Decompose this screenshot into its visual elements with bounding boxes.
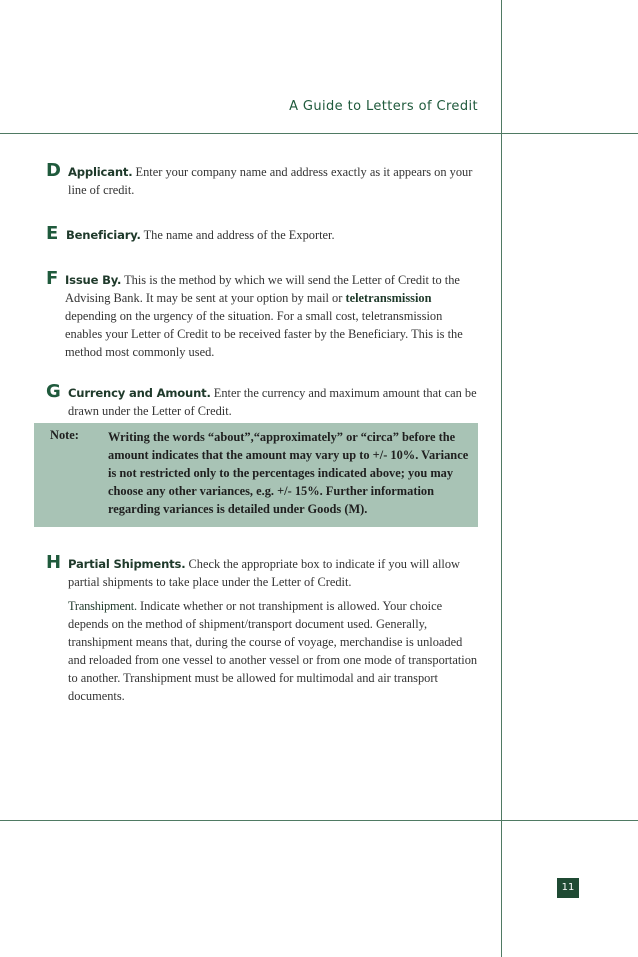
entry-body: Enter the currency and maximum amount that can be drawn under the Letter of Credit. [68, 386, 477, 418]
entry-emphasis: teletransmission [345, 291, 432, 305]
page-number: 11 [557, 878, 579, 898]
entry-lead: Applicant. [68, 165, 133, 179]
entry-text [68, 597, 480, 705]
entry-text [66, 226, 478, 244]
note-box [34, 423, 478, 527]
entry-letter: F [46, 268, 59, 289]
entry-body: This is the method by which we will send the Letter of Credit to the Advising Bank. It may be sent at your option by mail or [65, 273, 460, 305]
entry-letter: G [46, 381, 61, 402]
entry-lead: Transhipment. [68, 599, 137, 613]
entry-body: Enter your company name and address exactly as it appears on your line of credit. [68, 165, 473, 197]
header-rule [0, 133, 638, 134]
entry-body: The name and address of the Exporter. [140, 228, 335, 242]
vertical-rule [501, 0, 502, 957]
entry-letter: E [46, 223, 59, 244]
entry-lead: Partial Shipments. [68, 557, 186, 571]
entry-body: Indicate whether or not transhipment is allowed. Your choice depends on the method of shipment/transport document used. Generally, transhipment means that, during the course of voyage, merchandise is unloaded and reloaded from one vessel to another vessel or from one mode of transportation to another. Transhipment must be allowed for multimodal and air transport documents. [68, 599, 478, 703]
note-label: Note: [50, 428, 79, 442]
entry-text [68, 163, 480, 199]
entry-lead: Beneficiary. [66, 228, 141, 242]
footer-rule [0, 820, 638, 821]
entry-text [68, 384, 480, 420]
entry-body: Check the appropriate box to indicate if you will allow partial shipments to take place under the Letter of Credit. [68, 557, 460, 589]
entry-text [65, 271, 477, 361]
entry-text [68, 555, 480, 591]
note-text: Writing the words “about”,“approximately” or “circa” before the amount indicates that the amount may vary up to +/- 10%. Variance is not restricted only to the percentages indicated above; you may choose any other variances, e.g. +/- 15%. Further information regarding variances is detailed under Goods (M). [108, 430, 469, 516]
entry-lead: Issue By. [65, 273, 122, 287]
entry-letter: H [46, 552, 62, 573]
entry-letter: D [46, 160, 61, 181]
running-header: A Guide to Letters of Credit [289, 99, 478, 114]
entry-lead: Currency and Amount. [68, 386, 211, 400]
entry-body: depending on the urgency of the situation. For a small cost, teletransmission enables your Letter of Credit to be received faster by the Beneficiary. This is the method most commonly used. [65, 309, 463, 359]
